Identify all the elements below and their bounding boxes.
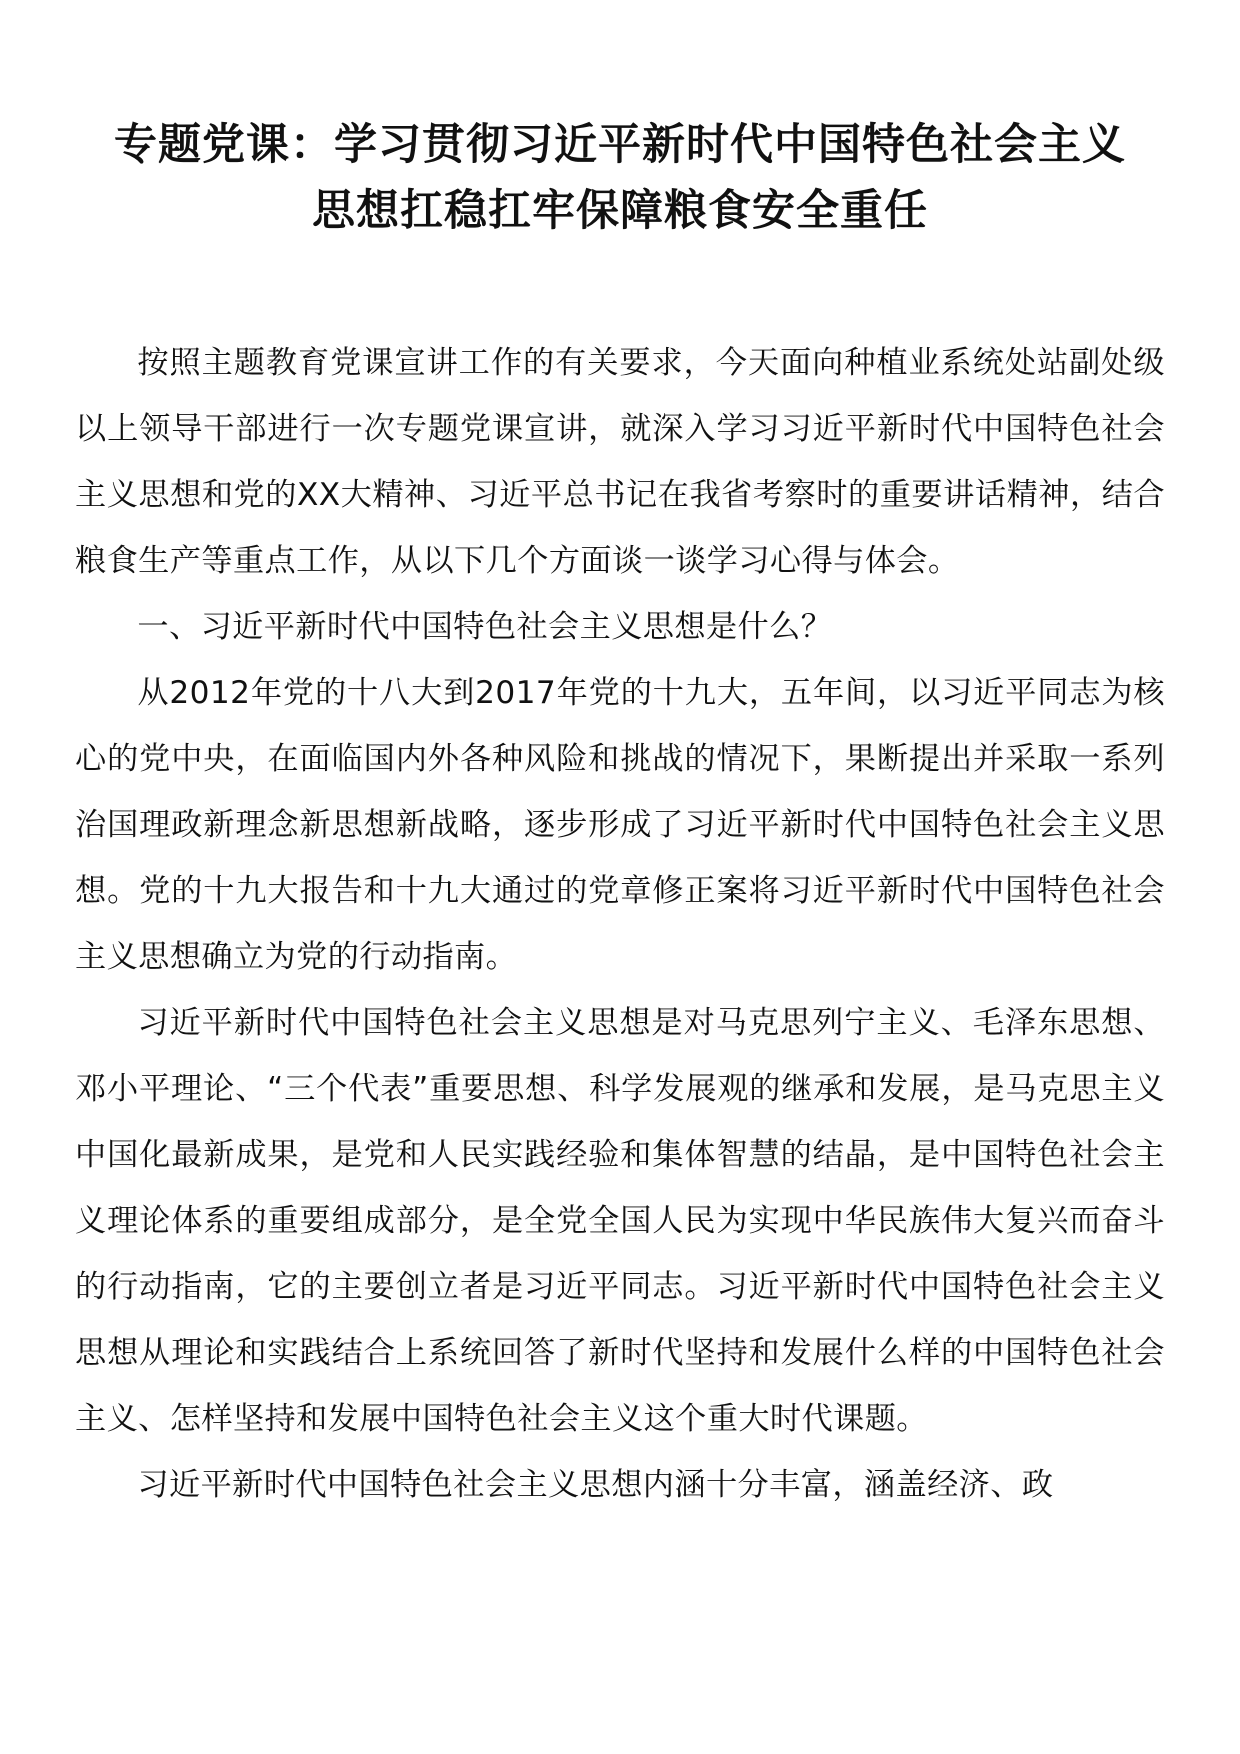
- body-paragraph: 习近平新时代中国特色社会主义思想内涵十分丰富，涵盖经济、政: [137, 1467, 1054, 1503]
- document-body: [75, 330, 1165, 1518]
- title-line-2: 思想扛稳扛牢保障粮食安全重任: [312, 186, 928, 236]
- body-paragraph: 从2012年党的十八大到2017年党的十九大，五年间，以习近平同志为核心的党中央，在面临国内外各种风险和挑战的情况下，果断提出并采取一系列治国理政新理念新思想新战略，逐步形成了习近平新时代中国特色社会主义思想。党的十九大报告和十九大通过的党章修正案将习近平新时代中国特色社会主义思想确立为党的行动指南。: [75, 675, 1165, 975]
- section-heading-1: 一、习近平新时代中国特色社会主义思想是什么？: [137, 609, 833, 645]
- title-line-1: 专题党课：学习贯彻习近平新时代中国特色社会主义: [114, 120, 1126, 170]
- document-title: [75, 112, 1165, 244]
- intro-paragraph: 按照主题教育党课宣讲工作的有关要求，今天面向种植业系统处站副处级以上领导干部进行一次专题党课宣讲，就深入学习习近平新时代中国特色社会主义思想和党的XX大精神、习近平总书记在我省考察时的重要讲话精神，结合粮食生产等重点工作，从以下几个方面谈一谈学习心得与体会。: [75, 345, 1165, 579]
- body-paragraph: 习近平新时代中国特色社会主义思想是对马克思列宁主义、毛泽东思想、邓小平理论、“三个代表”重要思想、科学发展观的继承和发展，是马克思主义中国化最新成果，是党和人民实践经验和集体智慧的结晶，是中国特色社会主义理论体系的重要组成部分，是全党全国人民为实现中华民族伟大复兴而奋斗的行动指南，它的主要创立者是习近平同志。习近平新时代中国特色社会主义思想从理论和实践结合上系统回答了新时代坚持和发展什么样的中国特色社会主义、怎样坚持和发展中国特色社会主义这个重大时代课题。: [75, 1005, 1165, 1437]
